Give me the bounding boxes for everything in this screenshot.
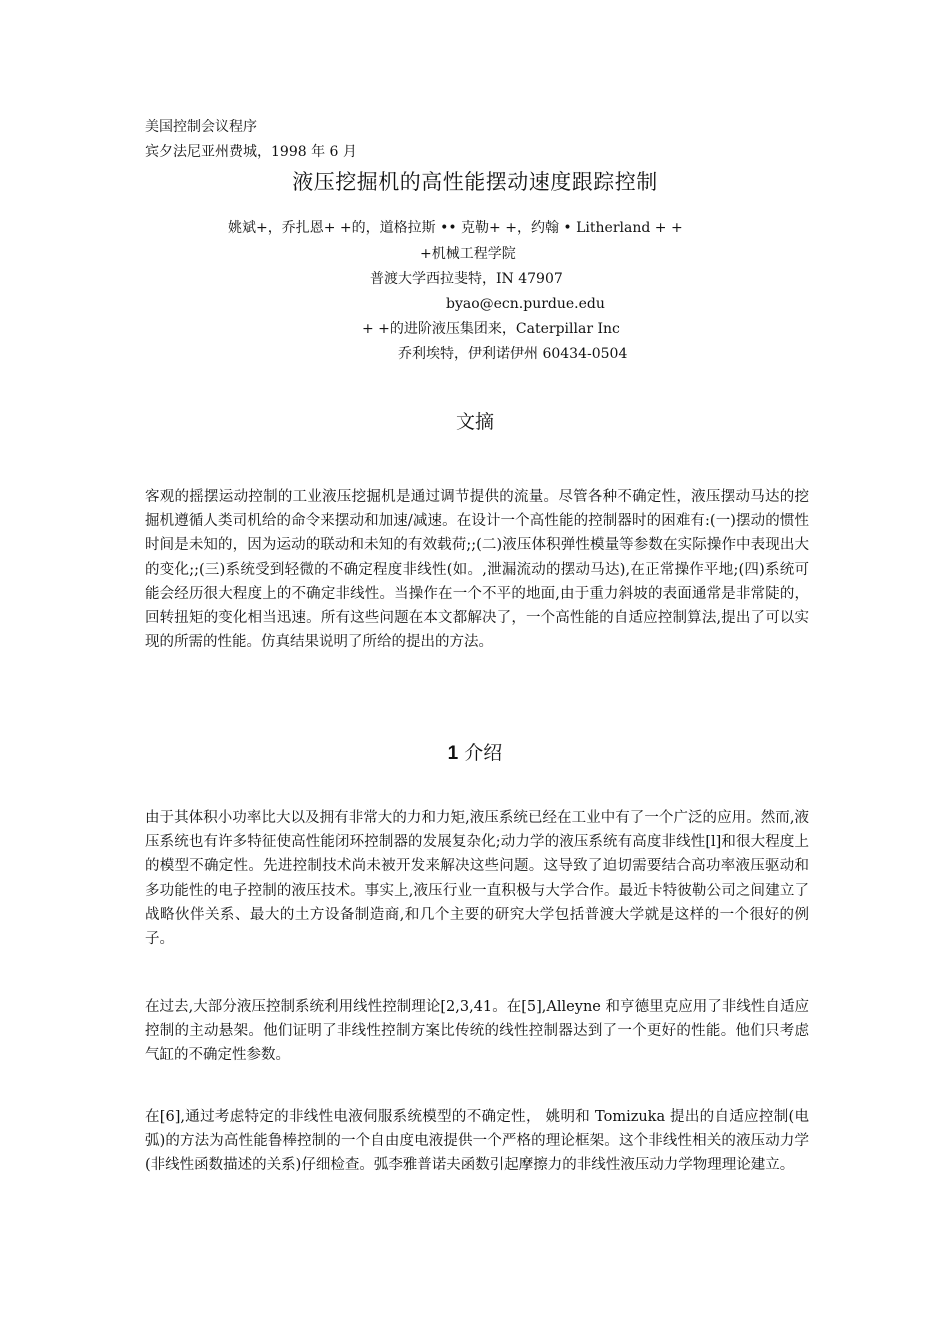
paragraph-text: 由于其体积小功率比大以及拥有非常大的力和力矩,液压系统已经在工业中有了一个广泛的应用。然而,液压系统也有许多特征使高性能闭环控制器的发展复杂化;动力学的液压系统有高度非线性[l]和很大程度上的模型不确定性。先进控制技术尚未被开发来解决这些问题。这导致了迫切需要结合高功率液压驱动和多功能性的电子控制的液压技术。事实上,液压行业一直积极与大学合作。最近卡特彼勒公司之间建立了战略伙伴关系、最大的土方设备制造商,和几个主要的研究大学包括普渡大学就是这样的一个很好的例子。 <box>145 810 809 948</box>
intro-paragraph-3 <box>145 1105 809 1178</box>
intro-paragraph-2 <box>145 995 809 1068</box>
author-email: byao@ecn.purdue.edu <box>446 296 605 312</box>
author-department: +机械工程学院 <box>420 246 516 262</box>
abstract-body <box>145 485 809 654</box>
author-names: 姚斌+，乔扎恩+ +的，道格拉斯 •• 克勒+ +，约翰 • Litherland + + <box>228 220 683 236</box>
abstract-text: 客观的摇摆运动控制的工业液压挖掘机是通过调节提供的流量。尽管各种不确定性，液压摆动马达的挖掘机遵循人类司机给的命令来摆动和加速/减速。在设计一个高性能的控制器时的困难有:(一)摆动的惯性时间是未知的，因为运动的联动和未知的有效载荷;;(二)液压体积弹性模量等参数在实际操作中表现出大的变化;;(三)系统受到轻微的不确定程度非线性(如。,泄漏流动的摆动马达),在正常操作平地;(四)系统可能会经历很大程度上的不确定非线性。当操作在一个不平的地面,由于重力斜坡的表面通常是非常陡的，回转扭矩的变化相当迅速。所有这些问题在本文都解决了，一个高性能的自适应控制算法,提出了可以实现的所需的性能。仿真结果说明了所给的提出的方法。 <box>145 489 809 651</box>
author-city: 乔利埃特，伊利诺伊州 60434-0504 <box>398 346 628 362</box>
abstract-heading: 文摘 <box>455 411 494 433</box>
author-company: + +的进阶液压集团来，Caterpillar Inc <box>362 321 620 337</box>
section-title: 介绍 <box>464 742 503 764</box>
section-number: 1 <box>447 743 459 764</box>
paragraph-text: 在[6],通过考虑特定的非线性电液伺服系统模型的不确定性， 姚明和 Tomizuka 提出的自适应控制(电弧)的方法为高性能鲁棒控制的一个自由度电液提供一个严格的理论框架。这个非线性相关的液压动力学(非线性函数描述的关系)仔细检查。弧李雅普诺夫函数引起摩擦力的非线性液压动力学物理理论建立。 <box>145 1109 809 1174</box>
intro-paragraph-1 <box>145 806 809 951</box>
section-heading <box>0 738 950 765</box>
paper-title: 液压挖掘机的高性能摆动速度跟踪控制 <box>292 170 658 194</box>
conference-location-date: 宾夕法尼亚州费城，1998 年 6 月 <box>145 144 357 160</box>
paragraph-text: 在过去,大部分液压控制系统利用线性控制理论[2,3,41。在[5],Alleyne 和亨德里克应用了非线性自适应控制的主动悬架。他们证明了非线性控制方案比传统的线性控制器达到了一个更好的性能。他们只考虑气缸的不确定性参数。 <box>145 999 809 1064</box>
author-university: 普渡大学西拉斐特，IN 47907 <box>370 271 563 287</box>
conference-name: 美国控制会议程序 <box>145 119 257 135</box>
